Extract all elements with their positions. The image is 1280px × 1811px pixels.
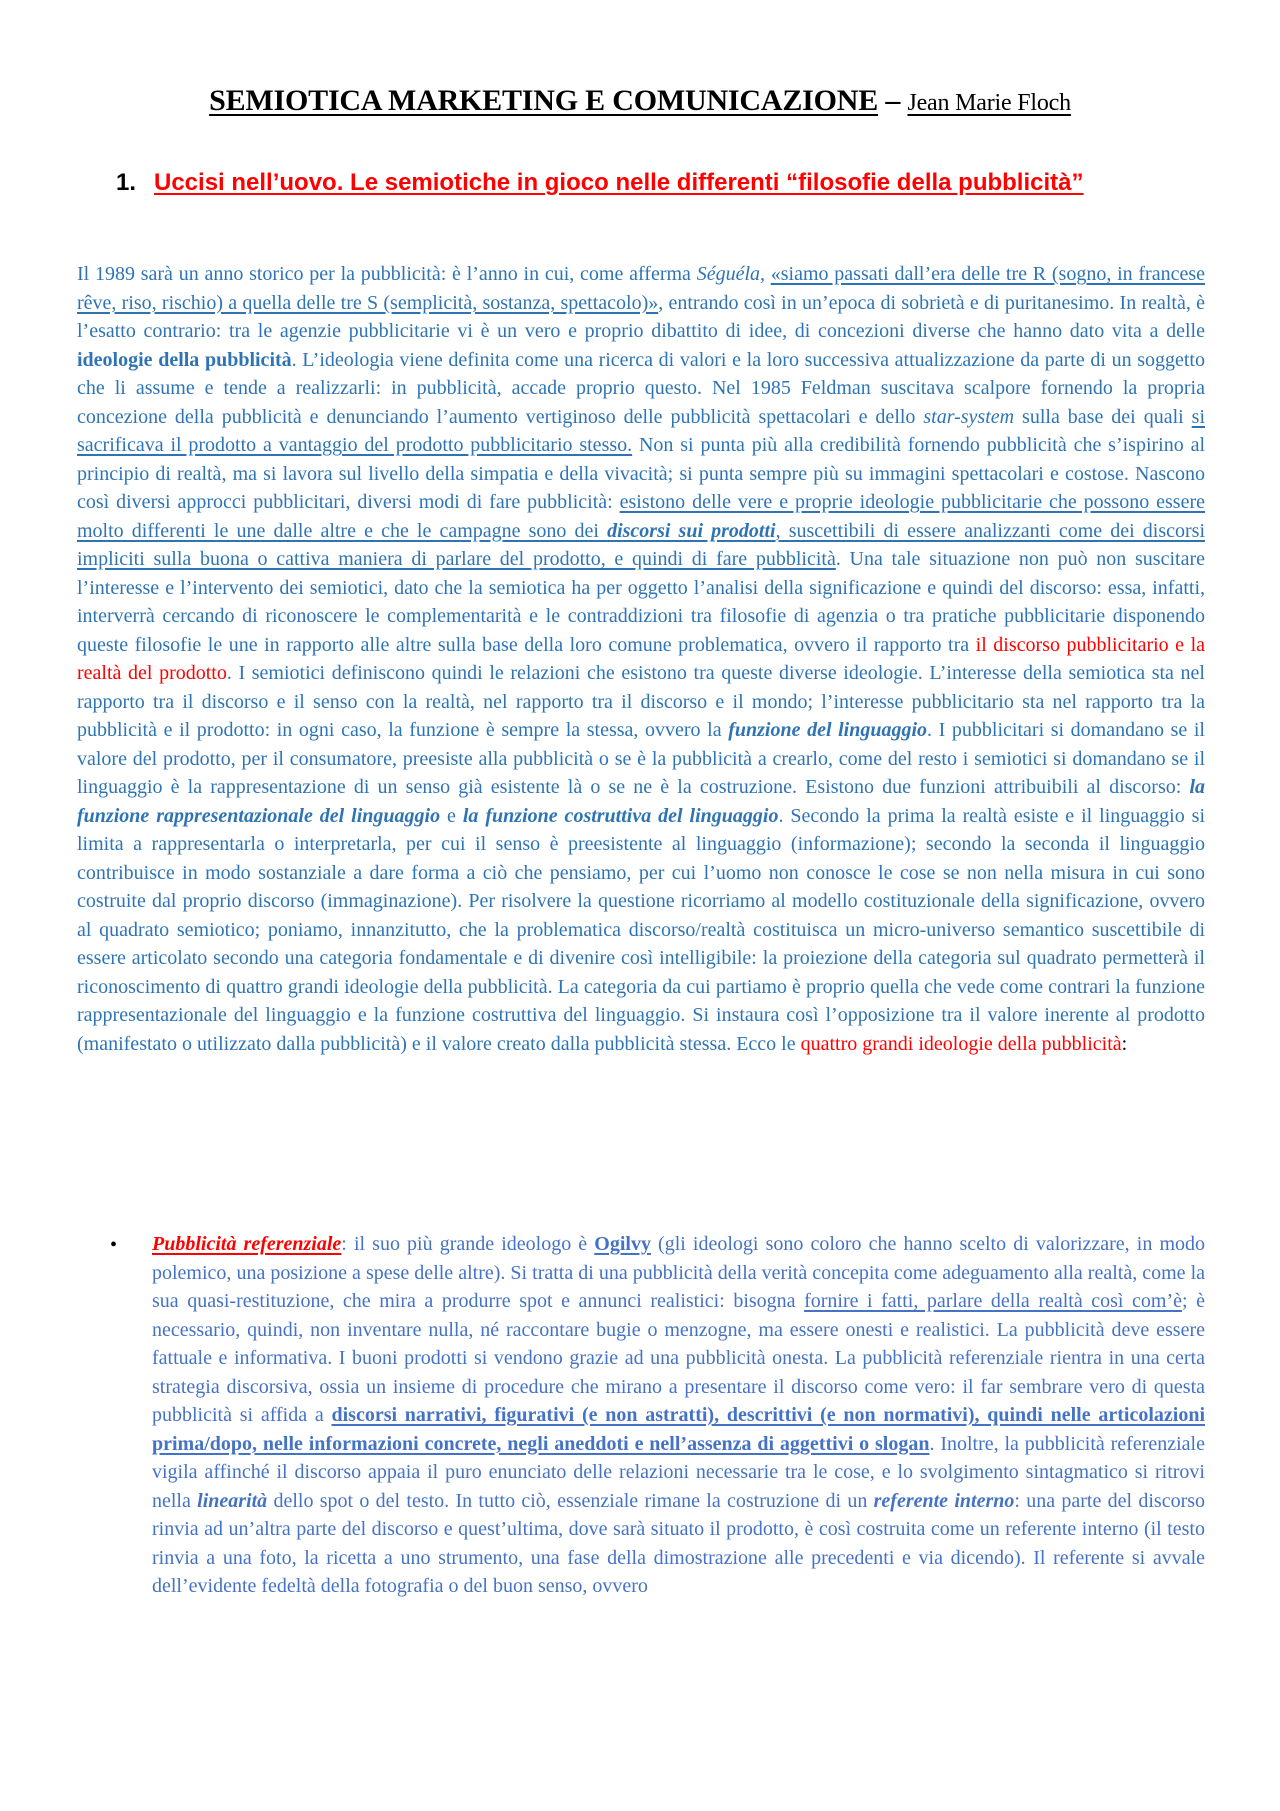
bullet-text (152, 1230, 1205, 1601)
para-segment-red: il discorso pubblicitario e la realtà del prodotto (77, 633, 1206, 684)
para-segment: , entrando così in un’epoca di sobrietà e di puritanesimo. In realtà, è l’esatto contrario: tra le agenzie pubblicitarie vi è un vero e proprio dibattito di idee, di concezioni diverse che hanno dato vita a delle (77, 291, 1205, 342)
bullet-segment: dello spot o del testo. In tutto ciò, essenziale rimane la costruzione di un (267, 1489, 874, 1512)
bullet-marker: • (110, 1234, 118, 1256)
bullet-segment: : una parte del discorso rinvia ad un’altra parte del discorso e quest’ultima, dove sarà situato il prodotto, è così costruita come un referente interno (il testo rinvia a una foto, la ricetta a uno strumento, una fase della dimostrazione alle precedenti e via dicendo). Il referente si avvale dell’evidente fedeltà della fotografia o del buon senso, ovvero (152, 1489, 1206, 1597)
para-segment-bold-italic: la funzione costruttiva del linguaggio (462, 804, 779, 827)
main-paragraph (77, 260, 1205, 1058)
para-segment-bold-italic: la funzione rappresentazionale del linguaggio (77, 776, 1205, 827)
para-segment-italic: star-system (923, 405, 1015, 428)
title-main: SEMIOTICA MARKETING E COMUNICAZIONE (209, 84, 879, 117)
bullet-segment-bold: discorsi narrativi, figurativi (e non astratti), descrittivi (e non normativi), quindi nelle articolazioni prima/dopo, nelle informazioni concrete, negli aneddoti e nell’assenza di aggettivi o slogan (152, 1404, 1205, 1455)
para-segment-underlined: esistono delle vere e proprie ideologie pubblicitarie che possono essere molto differenti le une dalle altre e che le campagne sono dei (77, 491, 1205, 542)
para-segment: . Secondo la prima la realtà esiste e il linguaggio si limita a rappresentarla o interpretarla, per cui il senso è preesistente al linguaggio (informazione); secondo la seconda il linguaggio contribuisce in modo sostanziale a dare forma a ciò che pensiamo, per cui l’uomo non conosce le cose se non nella misura in cui sono costruite dal proprio discorso (immaginazione). Per risolvere la questione ricorriamo al modello costituzionale della significazione, ovvero al quadrato semiotico; poniamo, innanzitutto, che la problematica discorso/realtà costituisca un micro-universo semantico suscettibile di essere articolato secondo una categoria fondamentale e di divenire così intelligibile: la proiezione della categoria sul quadrato permetterà il riconoscimento di quattro grandi ideologie della pubblicità. La categoria da cui partiamo è proprio quella che vede come contrari la funzione rappresentazionale del linguaggio e la funzione costruttiva del linguaggio. Si instaura così l’opposizione tra il valore inerente al prodotto (manifestato o utilizzato dalla pubblicità) e il valore creato dalla pubblicità stessa. Ecco le (77, 804, 1205, 1055)
para-segment: . Una tale situazione non può non suscitare l’interesse e l’intervento dei semiotici, dato che la semiotica ha per oggetto l’analisi della significazione e quindi del discorso: essa, infatti, interverrà cercando di riconoscere le complementarità e le contraddizioni tra filosofie di agenzia o tra pratiche pubblicitarie disponendo queste filosofie le une in rapporto alle altre sulla base della loro comune problematica, ovvero il rapporto tra (77, 548, 1205, 656)
para-segment: Non si punta più alla credibilità fornendo pubblicità che s’ispirino al principio di realtà, ma si lavora sul livello della simpatia e della vivacità; si punta sempre più su immagini spettacolari e costose. Nascono così diversi approcci pubblicitari, diversi modi di fare pubblicità: (77, 434, 1206, 513)
para-segment-bold-italic: funzione del linguaggio (728, 719, 928, 741)
para-segment-bold: ideologie della pubblicità (77, 348, 292, 371)
bullet-segment: . Inoltre, la pubblicità referenziale vigila affinché il discorso appaia il puro enunciato delle relazioni necessarie tra le cose, e lo svolgimento sintagmatico si ritrovi nella (152, 1432, 1205, 1512)
para-segment-underlined: «siamo passati dall’era delle tre R (sogno, in francese rêve, riso, rischio) a quella delle tre S (semplicità, sostanza, spettacolo)» (77, 263, 1206, 314)
para-segment: . L’ideologia viene definita come una ricerca di valori e la loro successiva attualizzazione da parte di un soggetto che li assume e tende a realizzarli: in pubblicità, accade proprio questo. Nel 1985 Feldman suscitava scalpore fornendo la propria concezione della pubblicità e denunciando l’aumento vertiginoso delle pubblicità spettacolari e dello (77, 348, 1205, 428)
para-segment: . I pubblicitari si domandano se il valore del prodotto, per il consumatore, preesiste alla pubblicità o se è la pubblicità a crearlo, come del resto i semiotici si domandano se il linguaggio è la rappresentazione di un senso già esistente là o se ne è la costruzione. Esistono due funzioni attribuibili al discorso: (77, 719, 1205, 798)
para-segment: Il 1989 sarà un anno storico per la pubblicità: è l’anno in cui, come afferma (77, 263, 697, 285)
para-segment: : (1121, 1032, 1128, 1055)
bullet-segment-underlined: fornire i fatti, parlare della realtà così com’è (804, 1290, 1183, 1312)
bullet-segment-bold-italic: linearità (197, 1489, 268, 1512)
bullet-segment-bold: Ogilvy (594, 1233, 651, 1255)
title-dash: – (878, 84, 908, 117)
para-segment: . I semiotici definiscono quindi le relazioni che esistono tra queste diverse ideologie. L’interesse della semiotica sta nel rapporto tra il discorso e il senso con la realtà, nel rapporto tra il discorso e il mondo; l’interesse pubblicitario sta nel rapporto tra la pubblicità e il prodotto: in ogni caso, la funzione è sempre la stessa, ovvero la (77, 662, 1205, 741)
heading-number: 1. (116, 169, 137, 196)
bullet-segment: : il suo più grande ideologo è (341, 1233, 595, 1255)
para-segment-underlined: , suscettibili di essere analizzanti come dei discorsi impliciti sulla buona o cattiva maniera di parlare del prodotto, e quindi di fare pubblicità (77, 519, 1205, 570)
bullet-term: Pubblicità referenziale (152, 1233, 342, 1255)
para-segment-italic: Séguéla, (696, 263, 765, 285)
title-author: Jean Marie Floch (907, 90, 1071, 116)
bullet-segment: (gli ideologi sono coloro che hanno scelto di valorizzare, in modo polemico, una posizione a spese delle altre). Si tratta di una pubblicità della verità concepita come adeguamento alla realtà, come la sua quasi-restituzione, che mira a produrre spot e annunci realistici: bisogna (152, 1233, 1205, 1312)
section-heading (116, 168, 1196, 197)
heading-text: Uccisi nell’uovo. Le semiotiche in gioco nelle differenti “filosofie della pubblicità” (154, 169, 1084, 196)
document-title (0, 84, 1280, 118)
para-segment-red: quattro grandi ideologie della pubblicità (800, 1032, 1122, 1055)
bullet-item (110, 1230, 1205, 1601)
para-segment: sulla base dei quali (1014, 405, 1192, 428)
para-segment-underlined: si sacrificava il prodotto a vantaggio del prodotto pubblicitario stesso. (77, 405, 1205, 456)
para-segment: e (440, 804, 463, 827)
para-segment-bold-italic: discorsi sui prodotti (607, 519, 776, 542)
bullet-segment-bold-italic: referente interno (873, 1489, 1015, 1512)
bullet-segment: ; è necessario, quindi, non inventare nulla, né raccontare bugie o menzogne, ma essere onesti e realistici. La pubblicità deve essere fattuale e informativa. I buoni prodotti si vendono grazie ad una pubblicità onesta. La pubblicità referenziale rientra in una certa strategia discorsiva, ossia un insieme di procedure che mirano a presentare il discorso come vero: il far sembrare vero di questa pubblicità si affida a (152, 1290, 1205, 1426)
